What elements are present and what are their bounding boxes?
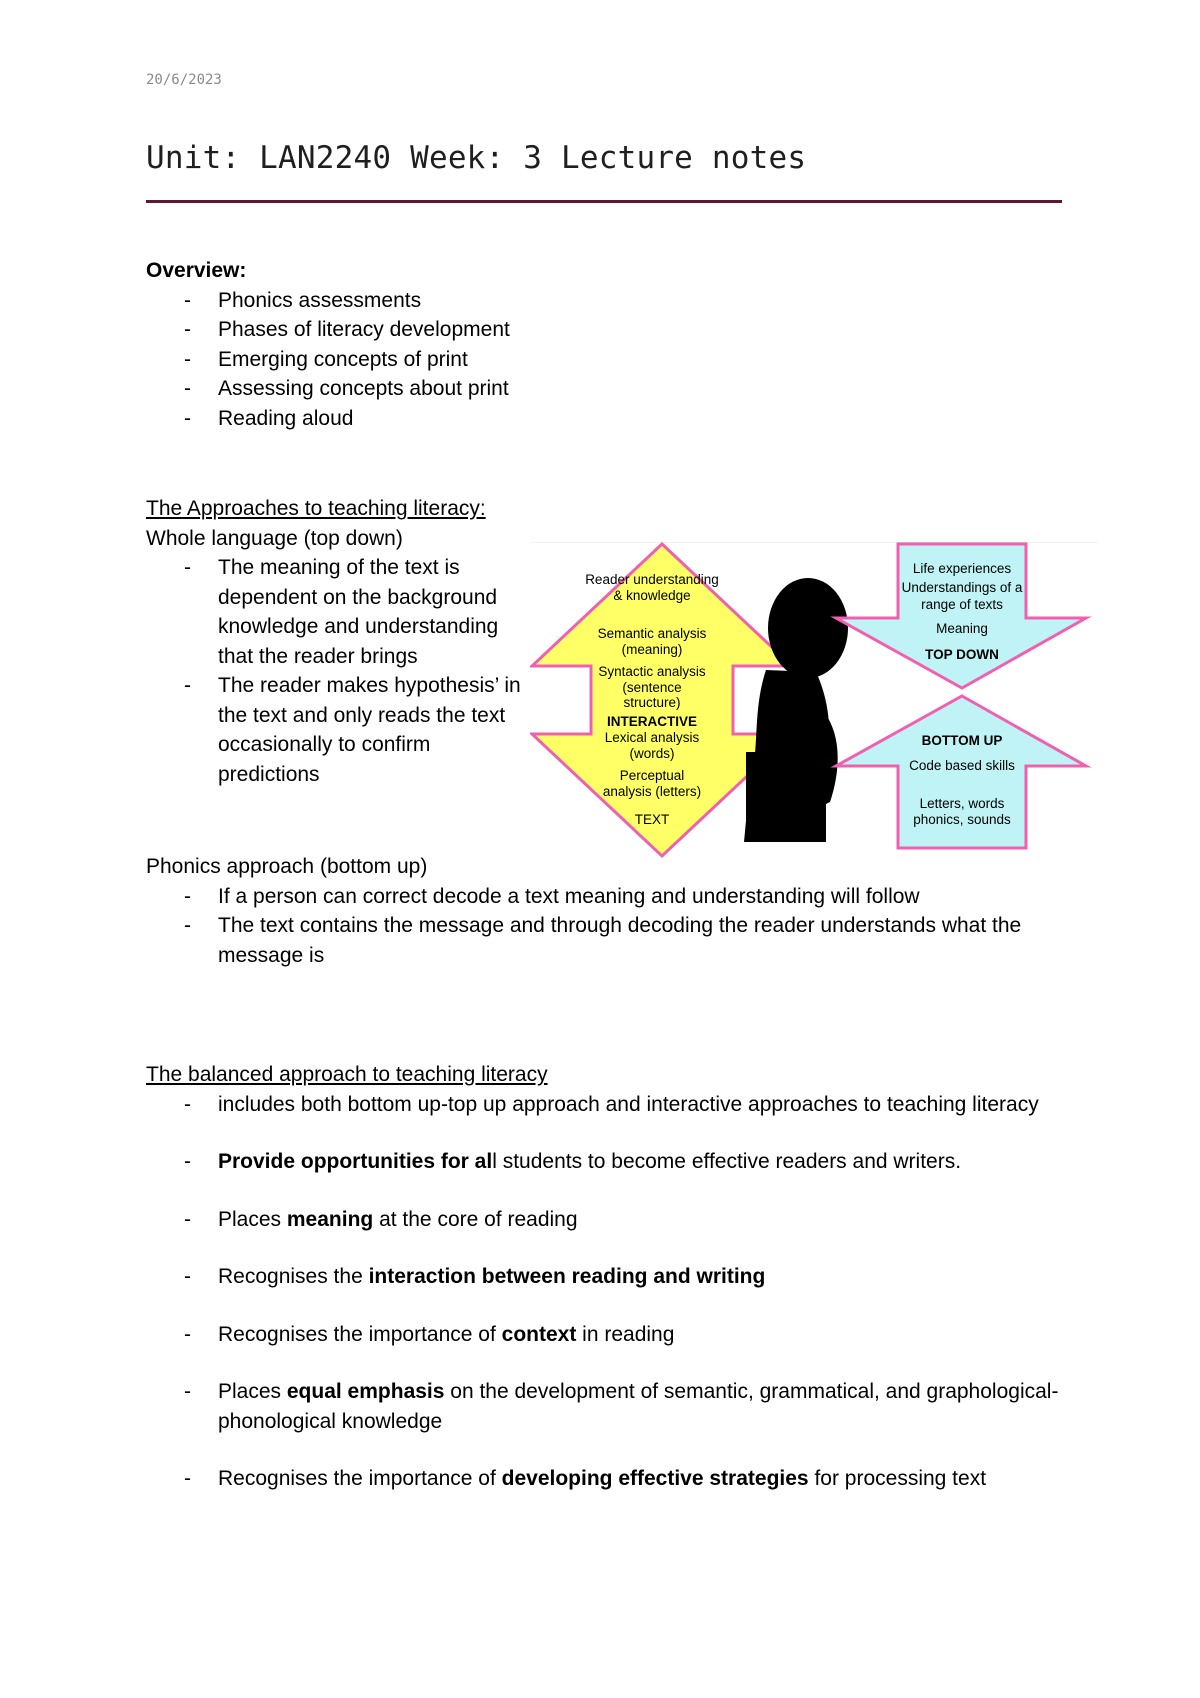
list-item: - includes both bottom up-top up approach and interactive approaches to teaching literacy <box>146 1090 1066 1120</box>
balanced-list <box>146 1090 1066 1494</box>
document-date: 20/6/2023 <box>146 72 222 88</box>
label-code-based-skills: Code based skills <box>909 758 1015 773</box>
label-syntactic-analysis: Syntactic analysis (sentence structure) <box>598 664 706 710</box>
list-item: - If a person can correct decode a text meaning and understanding will follow <box>146 882 1066 912</box>
approaches-heading: The Approaches to teaching literacy: <box>146 497 486 520</box>
phonics-list <box>146 882 1066 971</box>
overview-section <box>146 256 510 433</box>
phonics-section <box>146 852 1066 970</box>
list-item: - Recognises the interaction between reading and writing <box>146 1262 1066 1292</box>
list-item: - Phonics assessments <box>146 286 510 316</box>
list-item: - The meaning of the text is dependent on the background knowledge and understanding that the reader brings <box>146 553 522 671</box>
label-letters-words: Letters, words phonics, sounds <box>913 796 1011 827</box>
list-item: - Places equal emphasis on the development of semantic, grammatical, and graphological- phonological knowledge <box>146 1377 1066 1436</box>
title-divider <box>146 200 1062 203</box>
label-life-experiences: Life experiences <box>912 561 1012 576</box>
list-item: - Reading aloud <box>146 404 510 434</box>
label-lexical-analysis: Lexical analysis (words) <box>604 730 700 761</box>
overview-list <box>146 286 510 434</box>
list-item: - Assessing concepts about print <box>146 374 510 404</box>
label-bottom-up: BOTTOM UP <box>921 733 1003 748</box>
list-item: - Recognises the importance of developing effective strategies for processing text <box>146 1464 1066 1494</box>
literacy-approaches-diagram <box>530 542 1098 860</box>
list-item: - Phases of literacy development <box>146 315 510 345</box>
list-item: - Emerging concepts of print <box>146 345 510 375</box>
list-item: - Places meaning at the core of reading <box>146 1205 1066 1235</box>
label-perceptual-analysis: Perceptual analysis (letters) <box>602 768 702 799</box>
list-item: - Provide opportunities for all students to become effective readers and writers. <box>146 1147 1066 1177</box>
label-text: TEXT <box>634 812 670 827</box>
approaches-section <box>146 494 522 789</box>
page-title: Unit: LAN2240 Week: 3 Lecture notes <box>146 140 807 176</box>
overview-heading: Overview: <box>146 259 247 282</box>
label-interactive: INTERACTIVE <box>606 714 697 729</box>
label-understandings: Understandings of a range of texts <box>901 580 1023 612</box>
label-meaning: Meaning <box>936 621 988 636</box>
balanced-section <box>146 1060 1066 1522</box>
label-reader-understanding: Reader understanding & knowledge <box>585 572 719 603</box>
phonics-heading: Phonics approach (bottom up) <box>146 855 428 878</box>
list-item: - The reader makes hypothesis’ in the text and only reads the text occasionally to confirm predictions <box>146 671 522 789</box>
label-semantic-analysis: Semantic analysis (meaning) <box>597 626 707 657</box>
list-item: - The text contains the message and through decoding the reader understands what the message is <box>146 911 1066 970</box>
label-top-down: TOP DOWN <box>925 647 999 662</box>
balanced-heading: The balanced approach to teaching literacy <box>146 1063 548 1086</box>
whole-language-heading: Whole language (top down) <box>146 526 403 550</box>
whole-language-list <box>146 553 522 789</box>
list-item: - Recognises the importance of context in reading <box>146 1320 1066 1350</box>
